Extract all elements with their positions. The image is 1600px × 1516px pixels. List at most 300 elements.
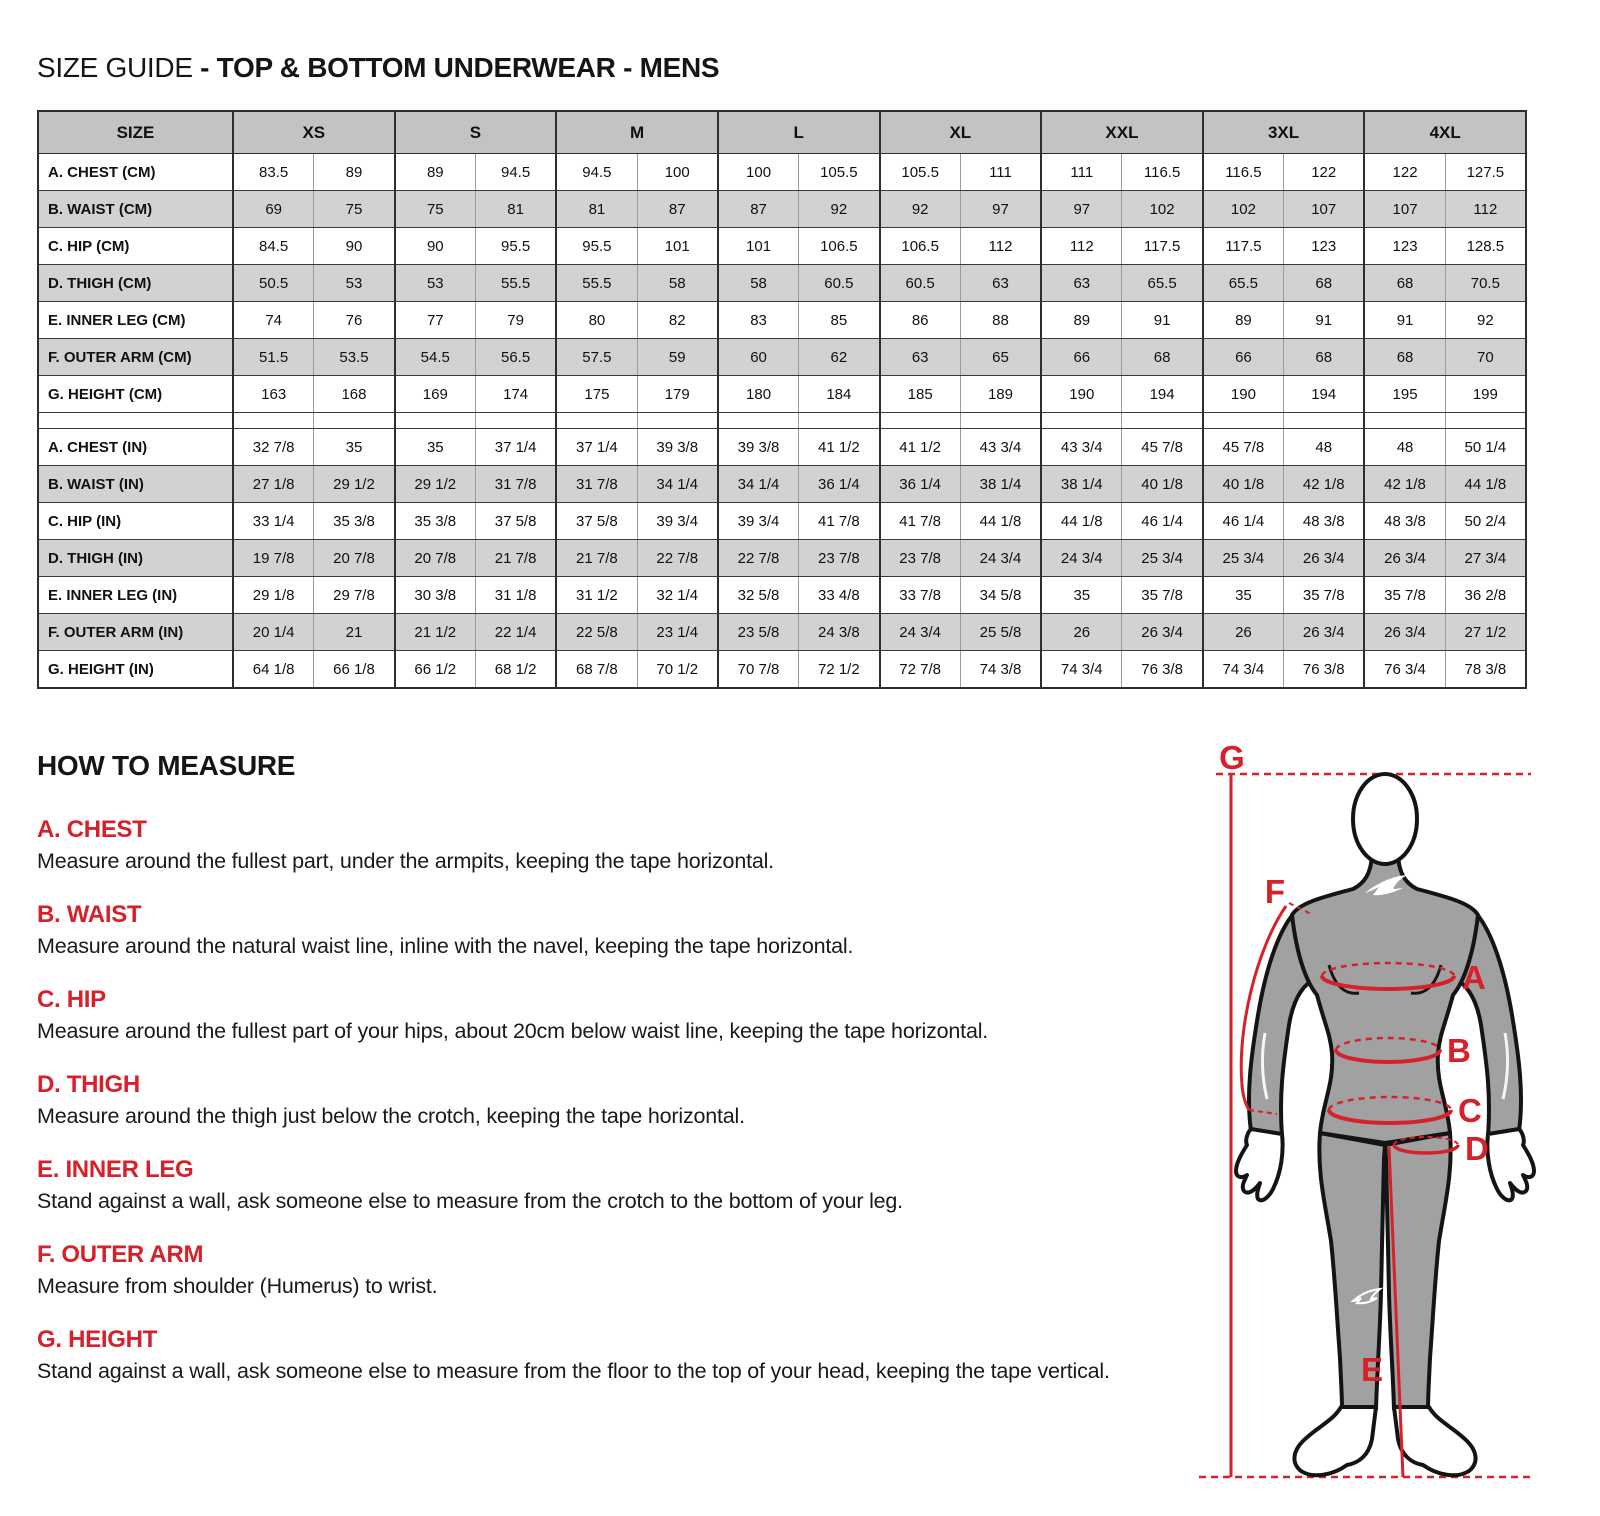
- diagram-label-outer-arm: F: [1264, 873, 1286, 910]
- size-value-cell: 116.5: [1122, 154, 1203, 191]
- spacer-cell: [1364, 413, 1445, 429]
- head: [1353, 774, 1417, 864]
- size-value-cell: 89: [314, 154, 395, 191]
- size-value-cell: 105.5: [880, 154, 961, 191]
- size-column-header: L: [718, 111, 880, 154]
- row-label: B. WAIST (IN): [38, 466, 233, 503]
- size-value-cell: 89: [1203, 302, 1284, 339]
- size-value-cell: 195: [1364, 376, 1445, 413]
- measure-text-chest: Measure around the fullest part, under the armpits, keeping the tape horizontal.: [37, 849, 774, 873]
- size-value-cell: 55.5: [556, 265, 637, 302]
- size-value-cell: 76 3/4: [1364, 651, 1445, 689]
- size-value-cell: 70 7/8: [718, 651, 799, 689]
- size-value-cell: 23 1/4: [637, 614, 718, 651]
- size-value-cell: 45 7/8: [1122, 429, 1203, 466]
- size-value-cell: 63: [1041, 265, 1122, 302]
- page-title: [37, 52, 719, 84]
- size-value-cell: 128.5: [1445, 228, 1526, 265]
- size-value-cell: 90: [395, 228, 476, 265]
- size-value-cell: 75: [314, 191, 395, 228]
- size-value-cell: 180: [718, 376, 799, 413]
- size-value-cell: 50 2/4: [1445, 503, 1526, 540]
- size-value-cell: 21 7/8: [475, 540, 556, 577]
- size-value-cell: 83: [718, 302, 799, 339]
- size-value-cell: 35: [1041, 577, 1122, 614]
- size-value-cell: 91: [1122, 302, 1203, 339]
- right-foot: [1394, 1407, 1476, 1475]
- size-value-cell: 102: [1203, 191, 1284, 228]
- size-value-cell: 54.5: [395, 339, 476, 376]
- size-value-cell: 117.5: [1203, 228, 1284, 265]
- size-value-cell: 179: [637, 376, 718, 413]
- size-value-cell: 77: [395, 302, 476, 339]
- size-value-cell: 34 5/8: [960, 577, 1041, 614]
- size-value-cell: 36 1/4: [880, 466, 961, 503]
- size-value-cell: 68 7/8: [556, 651, 637, 689]
- measure-label-chest: A. CHEST: [37, 816, 147, 843]
- size-value-cell: 58: [637, 265, 718, 302]
- measure-text-outer-arm: Measure from shoulder (Humerus) to wrist.: [37, 1274, 438, 1298]
- size-value-cell: 26 3/4: [1364, 614, 1445, 651]
- size-table-row: [38, 302, 1526, 339]
- spacer-cell: [314, 413, 395, 429]
- diagram-label-height: G: [1219, 739, 1245, 776]
- size-table: [37, 110, 1527, 689]
- size-value-cell: 42 1/8: [1284, 466, 1365, 503]
- size-table-row: [38, 503, 1526, 540]
- size-value-cell: 22 1/4: [475, 614, 556, 651]
- size-value-cell: 163: [233, 376, 314, 413]
- size-value-cell: 37 5/8: [475, 503, 556, 540]
- size-value-cell: 63: [880, 339, 961, 376]
- size-value-cell: 97: [1041, 191, 1122, 228]
- size-value-cell: 45 7/8: [1203, 429, 1284, 466]
- spacer-cell: [38, 413, 233, 429]
- size-value-cell: 74 3/4: [1041, 651, 1122, 689]
- size-value-cell: 20 1/4: [233, 614, 314, 651]
- size-value-cell: 50.5: [233, 265, 314, 302]
- size-value-cell: 35: [1203, 577, 1284, 614]
- size-value-cell: 48: [1364, 429, 1445, 466]
- spacer-cell: [799, 413, 880, 429]
- size-value-cell: 83.5: [233, 154, 314, 191]
- measure-label-outer-arm: F. OUTER ARM: [37, 1241, 204, 1268]
- size-value-cell: 46 1/4: [1203, 503, 1284, 540]
- size-value-cell: 41 1/2: [880, 429, 961, 466]
- size-table-row: [38, 577, 1526, 614]
- size-value-cell: 26: [1041, 614, 1122, 651]
- size-value-cell: 88: [960, 302, 1041, 339]
- size-value-cell: 111: [960, 154, 1041, 191]
- size-value-cell: 26 3/4: [1364, 540, 1445, 577]
- size-value-cell: 101: [718, 228, 799, 265]
- size-value-cell: 85: [799, 302, 880, 339]
- spacer-cell: [475, 413, 556, 429]
- size-value-cell: 39 3/8: [637, 429, 718, 466]
- size-value-cell: 33 1/4: [233, 503, 314, 540]
- measure-text-thigh: Measure around the thigh just below the crotch, keeping the tape horizontal.: [37, 1104, 745, 1128]
- size-value-cell: 37 1/4: [475, 429, 556, 466]
- size-value-cell: 175: [556, 376, 637, 413]
- size-table-corner-header: SIZE: [38, 111, 233, 154]
- size-value-cell: 31 1/8: [475, 577, 556, 614]
- size-value-cell: 60.5: [880, 265, 961, 302]
- size-value-cell: 25 3/4: [1203, 540, 1284, 577]
- size-value-cell: 27 1/2: [1445, 614, 1526, 651]
- row-label: G. HEIGHT (CM): [38, 376, 233, 413]
- how-to-measure: [37, 750, 1182, 1411]
- spacer-cell: [1122, 413, 1203, 429]
- size-value-cell: 74: [233, 302, 314, 339]
- size-table-row: [38, 191, 1526, 228]
- torso: [1292, 855, 1478, 1143]
- size-value-cell: 65.5: [1203, 265, 1284, 302]
- row-label: C. HIP (IN): [38, 503, 233, 540]
- size-value-cell: 97: [960, 191, 1041, 228]
- size-value-cell: 76 3/8: [1284, 651, 1365, 689]
- size-value-cell: 66: [1203, 339, 1284, 376]
- size-value-cell: 22 7/8: [718, 540, 799, 577]
- measure-text-height: Stand against a wall, ask someone else to measure from the floor to the top of your head, keeping the tape vertical.: [37, 1359, 1110, 1383]
- diagram-label-chest: A: [1462, 959, 1486, 996]
- size-value-cell: 32 5/8: [718, 577, 799, 614]
- size-value-cell: 29 1/2: [314, 466, 395, 503]
- page-title-main: - TOP & BOTTOM UNDERWEAR - MENS: [200, 52, 720, 83]
- size-value-cell: 76 3/8: [1122, 651, 1203, 689]
- size-value-cell: 42 1/8: [1364, 466, 1445, 503]
- size-value-cell: 127.5: [1445, 154, 1526, 191]
- size-value-cell: 31 7/8: [556, 466, 637, 503]
- size-value-cell: 34 1/4: [637, 466, 718, 503]
- size-value-cell: 169: [395, 376, 476, 413]
- size-value-cell: 21: [314, 614, 395, 651]
- row-label: F. OUTER ARM (IN): [38, 614, 233, 651]
- size-value-cell: 57.5: [556, 339, 637, 376]
- spacer-cell: [880, 413, 961, 429]
- size-value-cell: 38 1/4: [960, 466, 1041, 503]
- spacer-cell: [556, 413, 637, 429]
- size-value-cell: 27 1/8: [233, 466, 314, 503]
- size-value-cell: 59: [637, 339, 718, 376]
- measure-text-inner-leg: Stand against a wall, ask someone else to measure from the crotch to the bottom of your leg.: [37, 1189, 903, 1213]
- size-value-cell: 84.5: [233, 228, 314, 265]
- diagram-label-thigh: D: [1465, 1130, 1489, 1167]
- size-value-cell: 92: [1445, 302, 1526, 339]
- size-value-cell: 36 1/4: [799, 466, 880, 503]
- size-value-cell: 35 7/8: [1122, 577, 1203, 614]
- size-value-cell: 86: [880, 302, 961, 339]
- table-spacer-row: [38, 413, 1526, 429]
- size-value-cell: 55.5: [475, 265, 556, 302]
- size-table-body: [38, 154, 1526, 689]
- measure-text-waist: Measure around the natural waist line, inline with the navel, keeping the tape horizontal.: [37, 934, 854, 958]
- size-value-cell: 39 3/4: [718, 503, 799, 540]
- size-value-cell: 35 3/8: [395, 503, 476, 540]
- size-value-cell: 123: [1284, 228, 1365, 265]
- diagram-label-waist: B: [1447, 1032, 1471, 1069]
- size-table-row: [38, 376, 1526, 413]
- diagram-label-inner-leg: E: [1360, 1351, 1383, 1388]
- size-value-cell: 100: [718, 154, 799, 191]
- size-value-cell: 38 1/4: [1041, 466, 1122, 503]
- size-value-cell: 100: [637, 154, 718, 191]
- size-value-cell: 20 7/8: [314, 540, 395, 577]
- size-table-row: [38, 265, 1526, 302]
- size-value-cell: 95.5: [556, 228, 637, 265]
- size-value-cell: 117.5: [1122, 228, 1203, 265]
- size-value-cell: 70: [1445, 339, 1526, 376]
- measure-text-hip: Measure around the fullest part of your hips, about 20cm below waist line, keeping the tape horizontal.: [37, 1019, 989, 1043]
- size-value-cell: 48 3/8: [1364, 503, 1445, 540]
- spacer-cell: [637, 413, 718, 429]
- size-value-cell: 95.5: [475, 228, 556, 265]
- size-table-row: [38, 651, 1526, 689]
- size-value-cell: 44 1/8: [960, 503, 1041, 540]
- size-value-cell: 92: [880, 191, 961, 228]
- size-value-cell: 25 3/4: [1122, 540, 1203, 577]
- size-value-cell: 39 3/8: [718, 429, 799, 466]
- size-value-cell: 25 5/8: [960, 614, 1041, 651]
- size-value-cell: 58: [718, 265, 799, 302]
- size-value-cell: 21 7/8: [556, 540, 637, 577]
- size-value-cell: 22 5/8: [556, 614, 637, 651]
- size-value-cell: 26 3/4: [1284, 614, 1365, 651]
- size-value-cell: 23 5/8: [718, 614, 799, 651]
- size-value-cell: 62: [799, 339, 880, 376]
- size-table-row: [38, 339, 1526, 376]
- size-value-cell: 69: [233, 191, 314, 228]
- size-value-cell: 74 3/8: [960, 651, 1041, 689]
- size-value-cell: 81: [475, 191, 556, 228]
- size-value-cell: 91: [1284, 302, 1365, 339]
- size-value-cell: 68: [1364, 339, 1445, 376]
- spacer-cell: [395, 413, 476, 429]
- spacer-cell: [1041, 413, 1122, 429]
- size-table-header-row: [38, 111, 1526, 154]
- size-column-header: XXL: [1041, 111, 1203, 154]
- size-value-cell: 89: [1041, 302, 1122, 339]
- size-value-cell: 44 1/8: [1041, 503, 1122, 540]
- size-value-cell: 30 3/8: [395, 577, 476, 614]
- size-value-cell: 87: [718, 191, 799, 228]
- size-value-cell: 23 7/8: [880, 540, 961, 577]
- size-value-cell: 66: [1041, 339, 1122, 376]
- size-value-cell: 64 1/8: [233, 651, 314, 689]
- size-value-cell: 40 1/8: [1122, 466, 1203, 503]
- size-value-cell: 90: [314, 228, 395, 265]
- size-value-cell: 37 5/8: [556, 503, 637, 540]
- size-value-cell: 37 1/4: [556, 429, 637, 466]
- size-value-cell: 81: [556, 191, 637, 228]
- size-value-cell: 123: [1364, 228, 1445, 265]
- measure-label-inner-leg: E. INNER LEG: [37, 1156, 194, 1183]
- size-value-cell: 76: [314, 302, 395, 339]
- size-value-cell: 19 7/8: [233, 540, 314, 577]
- size-value-cell: 40 1/8: [1203, 466, 1284, 503]
- size-table-row: [38, 228, 1526, 265]
- size-column-header: 3XL: [1203, 111, 1365, 154]
- row-label: F. OUTER ARM (CM): [38, 339, 233, 376]
- measure-label-waist: B. WAIST: [37, 901, 142, 928]
- size-value-cell: 26 3/4: [1122, 614, 1203, 651]
- size-value-cell: 91: [1364, 302, 1445, 339]
- size-value-cell: 26: [1203, 614, 1284, 651]
- size-value-cell: 78 3/8: [1445, 651, 1526, 689]
- size-value-cell: 23 7/8: [799, 540, 880, 577]
- size-value-cell: 41 7/8: [880, 503, 961, 540]
- spacer-cell: [1284, 413, 1365, 429]
- size-value-cell: 22 7/8: [637, 540, 718, 577]
- size-value-cell: 31 1/2: [556, 577, 637, 614]
- size-value-cell: 44 1/8: [1445, 466, 1526, 503]
- size-value-cell: 72 1/2: [799, 651, 880, 689]
- size-value-cell: 194: [1284, 376, 1365, 413]
- size-value-cell: 39 3/4: [637, 503, 718, 540]
- size-value-cell: 184: [799, 376, 880, 413]
- size-value-cell: 116.5: [1203, 154, 1284, 191]
- size-value-cell: 35: [395, 429, 476, 466]
- spacer-cell: [233, 413, 314, 429]
- size-value-cell: 24 3/4: [1041, 540, 1122, 577]
- row-label: E. INNER LEG (CM): [38, 302, 233, 339]
- size-value-cell: 26 3/4: [1284, 540, 1365, 577]
- size-value-cell: 60.5: [799, 265, 880, 302]
- size-value-cell: 46 1/4: [1122, 503, 1203, 540]
- size-value-cell: 68: [1364, 265, 1445, 302]
- size-table-row: [38, 429, 1526, 466]
- page-title-prefix: SIZE GUIDE: [37, 52, 201, 83]
- size-value-cell: 190: [1041, 376, 1122, 413]
- size-value-cell: 35 7/8: [1364, 577, 1445, 614]
- size-value-cell: 21 1/2: [395, 614, 476, 651]
- size-value-cell: 41 1/2: [799, 429, 880, 466]
- size-value-cell: 101: [637, 228, 718, 265]
- spacer-cell: [960, 413, 1041, 429]
- size-value-cell: 68: [1122, 339, 1203, 376]
- size-value-cell: 82: [637, 302, 718, 339]
- size-value-cell: 106.5: [880, 228, 961, 265]
- measure-label-hip: C. HIP: [37, 986, 106, 1013]
- size-value-cell: 24 3/4: [960, 540, 1041, 577]
- size-value-cell: 36 2/8: [1445, 577, 1526, 614]
- size-value-cell: 112: [1445, 191, 1526, 228]
- size-value-cell: 87: [637, 191, 718, 228]
- size-column-header: XS: [233, 111, 395, 154]
- size-value-cell: 105.5: [799, 154, 880, 191]
- size-value-cell: 106.5: [799, 228, 880, 265]
- size-value-cell: 35 3/8: [314, 503, 395, 540]
- row-label: D. THIGH (IN): [38, 540, 233, 577]
- measure-label-thigh: D. THIGH: [37, 1071, 140, 1098]
- size-value-cell: 70 1/2: [637, 651, 718, 689]
- row-label: A. CHEST (CM): [38, 154, 233, 191]
- size-value-cell: 60: [718, 339, 799, 376]
- size-value-cell: 33 4/8: [799, 577, 880, 614]
- size-table-row: [38, 154, 1526, 191]
- size-value-cell: 107: [1284, 191, 1365, 228]
- spacer-cell: [718, 413, 799, 429]
- size-value-cell: 112: [960, 228, 1041, 265]
- left-foot: [1294, 1407, 1376, 1475]
- size-value-cell: 80: [556, 302, 637, 339]
- size-value-cell: 24 3/8: [799, 614, 880, 651]
- size-value-cell: 68 1/2: [475, 651, 556, 689]
- size-value-cell: 122: [1284, 154, 1365, 191]
- size-table-row: [38, 614, 1526, 651]
- size-value-cell: 51.5: [233, 339, 314, 376]
- size-value-cell: 68: [1284, 265, 1365, 302]
- row-label: E. INNER LEG (IN): [38, 577, 233, 614]
- size-value-cell: 53: [314, 265, 395, 302]
- body-measurement-diagram: [1185, 733, 1545, 1495]
- size-value-cell: 74 3/4: [1203, 651, 1284, 689]
- size-value-cell: 112: [1041, 228, 1122, 265]
- size-value-cell: 65: [960, 339, 1041, 376]
- size-value-cell: 20 7/8: [395, 540, 476, 577]
- spacer-cell: [1445, 413, 1526, 429]
- size-value-cell: 75: [395, 191, 476, 228]
- size-value-cell: 32 7/8: [233, 429, 314, 466]
- size-value-cell: 70.5: [1445, 265, 1526, 302]
- size-value-cell: 41 7/8: [799, 503, 880, 540]
- size-value-cell: 94.5: [556, 154, 637, 191]
- size-value-cell: 122: [1364, 154, 1445, 191]
- size-value-cell: 79: [475, 302, 556, 339]
- size-value-cell: 43 3/4: [960, 429, 1041, 466]
- size-column-header: XL: [880, 111, 1042, 154]
- size-value-cell: 29 1/2: [395, 466, 476, 503]
- row-label: G. HEIGHT (IN): [38, 651, 233, 689]
- size-table-row: [38, 540, 1526, 577]
- size-value-cell: 102: [1122, 191, 1203, 228]
- row-label: A. CHEST (IN): [38, 429, 233, 466]
- size-value-cell: 111: [1041, 154, 1122, 191]
- row-label: D. THIGH (CM): [38, 265, 233, 302]
- size-value-cell: 35 7/8: [1284, 577, 1365, 614]
- size-column-header: S: [395, 111, 557, 154]
- size-value-cell: 24 3/4: [880, 614, 961, 651]
- size-table-row: [38, 466, 1526, 503]
- size-value-cell: 185: [880, 376, 961, 413]
- size-value-cell: 194: [1122, 376, 1203, 413]
- left-hand: [1236, 1129, 1283, 1200]
- size-value-cell: 92: [799, 191, 880, 228]
- row-label: B. WAIST (CM): [38, 191, 233, 228]
- row-label: C. HIP (CM): [38, 228, 233, 265]
- size-value-cell: 94.5: [475, 154, 556, 191]
- size-value-cell: 29 7/8: [314, 577, 395, 614]
- size-value-cell: 66 1/8: [314, 651, 395, 689]
- size-value-cell: 68: [1284, 339, 1365, 376]
- size-value-cell: 50 1/4: [1445, 429, 1526, 466]
- how-to-measure-heading: HOW TO MEASURE: [37, 750, 296, 781]
- size-value-cell: 43 3/4: [1041, 429, 1122, 466]
- size-value-cell: 190: [1203, 376, 1284, 413]
- spacer-cell: [1203, 413, 1284, 429]
- size-value-cell: 53.5: [314, 339, 395, 376]
- size-column-header: 4XL: [1364, 111, 1526, 154]
- size-value-cell: 174: [475, 376, 556, 413]
- size-value-cell: 66 1/2: [395, 651, 476, 689]
- right-hand: [1487, 1129, 1534, 1200]
- size-value-cell: 35: [314, 429, 395, 466]
- size-value-cell: 168: [314, 376, 395, 413]
- diagram-label-hip: C: [1458, 1092, 1482, 1129]
- size-value-cell: 199: [1445, 376, 1526, 413]
- size-value-cell: 63: [960, 265, 1041, 302]
- size-column-header: M: [556, 111, 718, 154]
- size-value-cell: 56.5: [475, 339, 556, 376]
